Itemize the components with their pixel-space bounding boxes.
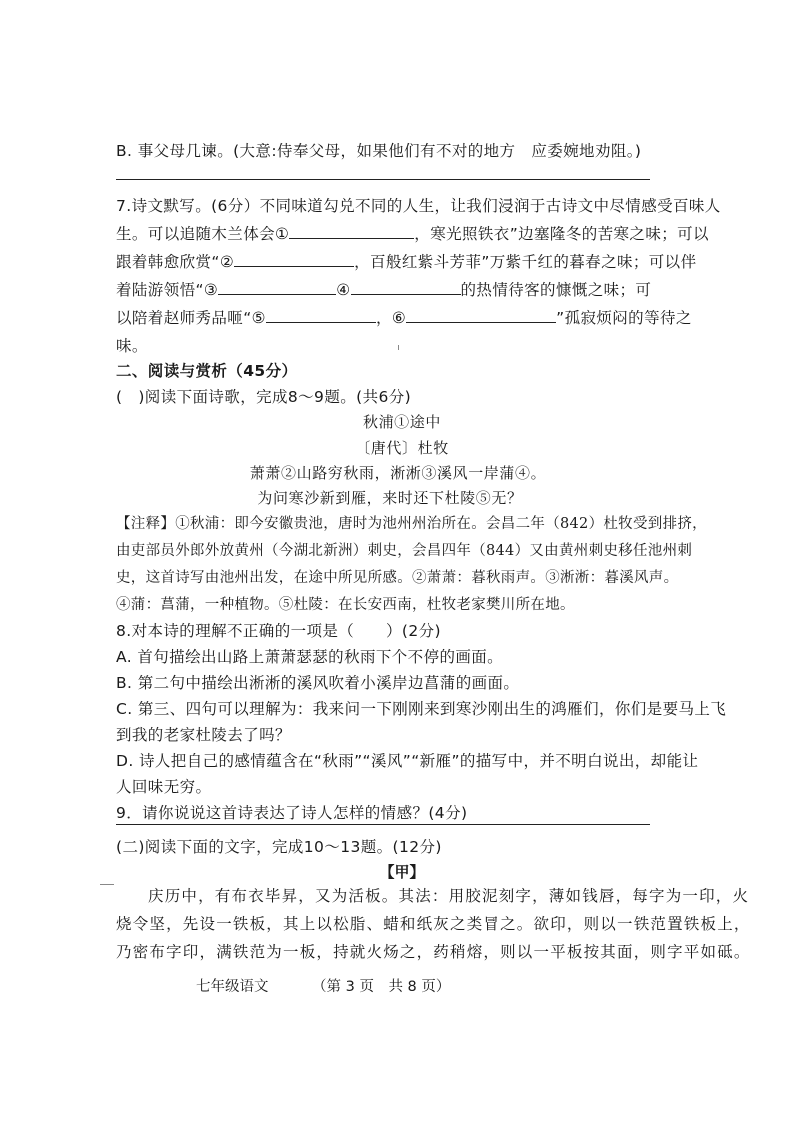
q7-line-5-part-b: ，⑥: [375, 309, 407, 327]
q7-line-2-part-b: ，寒光照铁衣”边塞隆冬的苦寒之味；可以: [414, 225, 709, 243]
question-7-line-3: [116, 251, 696, 273]
blank-3[interactable]: [218, 280, 336, 295]
q8-option-c-line-2: 到我的老家杜陵去了吗？: [116, 726, 291, 744]
scan-artifact: [398, 345, 399, 350]
blank-2[interactable]: [234, 252, 354, 267]
passage-jia-heading: 【甲】: [379, 863, 425, 881]
q7-line-4-part-c: 的热情待客的慷慨之味；可: [460, 281, 652, 299]
passage-line-2: 烧令坚，先设一铁板，其上以松脂、蜡和纸灰之类冒之。欲印，则以一铁范置铁板上，: [116, 915, 751, 933]
blank-1[interactable]: [289, 224, 414, 239]
annotation-line-4: ④蒲：菖蒲，一种植物。⑤杜陵：在长安西南，杜牧老家樊川所在地。: [116, 597, 575, 613]
part-1-instruction: ( )阅读下面诗歌，完成8～9题。(共6分): [116, 388, 412, 406]
q7-line-5-part-a: 以陪着赵师秀品咂“⑤: [116, 309, 266, 327]
poem-line-1: 萧萧②山路穷秋雨，淅淅③溪风一岸蒲④。: [249, 464, 547, 482]
blank-4[interactable]: [351, 280, 461, 295]
footer-subject: 七年级语文: [196, 979, 269, 995]
q8-option-a: A. 首句描绘出山路上萧萧瑟瑟的秋雨下个不停的画面。: [116, 648, 504, 666]
option-b-line: B. 事父母几谏。(大意:侍奉父母，如果他们有不对的地方 应委婉地劝阻。): [116, 142, 642, 160]
blank-6[interactable]: [406, 308, 556, 323]
q7-line-5-part-c: ”孤寂烦闷的等待之: [556, 309, 692, 327]
passage-line-3: 乃密布字印，满铁范为一板，持就火炀之，药稍熔，则以一平板按其面，则字平如砥。: [116, 943, 751, 961]
scan-artifact: [100, 884, 114, 885]
q7-line-4-part-b: ④: [336, 281, 351, 299]
annotation-line-1: 【注释】①秋浦：即今安徽贵池，唐时为池州州治所在。会昌二年（842）杜牧受到排挤，: [116, 516, 707, 532]
question-7-line-2: [116, 223, 709, 245]
annotation-line-2: 由吏部员外郎外放黄州（今湖北新洲）刺史，会昌四年（844）又由黄州刺史移任池州刺: [116, 543, 693, 559]
question-9: 9．请你说说这首诗表达了诗人怎样的情感？(4分): [116, 804, 468, 822]
q7-line-3-part-b: ，百般红紫斗芳菲”万紫千红的暮春之味；可以伴: [354, 253, 697, 271]
q7-line-2-part-a: 生。可以追随木兰体会①: [116, 225, 290, 243]
q7-line-3-part-a: 跟着韩愈欣赏“②: [116, 253, 235, 271]
poem-author: 〔唐代〕杜牧: [355, 439, 449, 457]
question-7-line-4: [116, 279, 651, 301]
answer-rule-1: [116, 179, 650, 180]
poem-title: 秋浦①途中: [362, 413, 441, 431]
q8-option-d-line-1: D. 诗人把自己的感情蕴含在“秋雨”“溪风”“新雁”的描写中，并不明白说出，却能让: [116, 752, 699, 770]
passage-line-1: 庆历中，有布衣毕昇，又为活板。其法：用胶泥刻字，薄如钱唇，每字为一印，火: [148, 887, 750, 905]
question-8: 8.对本诗的理解不正确的一项是（ ）(2分): [116, 622, 441, 640]
blank-5[interactable]: [266, 308, 376, 323]
section-2-heading: 二、阅读与赏析（45分）: [116, 362, 298, 380]
part-2-instruction: (二)阅读下面的文字，完成10～13题。(12分): [116, 838, 442, 856]
q7-line-4-part-a: 着陆游领悟“③: [116, 281, 219, 299]
poem-line-2: 为问寒沙新到雁，来时还下杜陵⑤无？: [257, 489, 523, 507]
q8-option-c-line-1: C. 第三、四句可以理解为：我来问一下刚刚来到寒沙刚出生的鸿雁们，你们是要马上飞: [116, 700, 727, 718]
question-7-line-1: 7.诗文默写。(6分）不同味道勾兑不同的人生，让我们浸润于古诗文中尽情感受百味人: [116, 197, 721, 215]
annotation-line-3: 史，这首诗写由池州出发，在途中所见所感。②萧萧：暮秋雨声。③淅淅：暮溪风声。: [116, 570, 679, 586]
q8-option-b: B. 第二句中描绘出淅淅的溪风吹着小溪岸边菖蒲的画面。: [116, 674, 520, 692]
q8-option-d-line-2: 人回味无穷。: [116, 778, 212, 796]
answer-rule-2: [116, 824, 650, 825]
question-7-line-6: 味。: [116, 337, 148, 355]
question-7-line-5: [116, 307, 692, 329]
footer-page-number: （第 3 页 共 8 页）: [312, 979, 451, 995]
